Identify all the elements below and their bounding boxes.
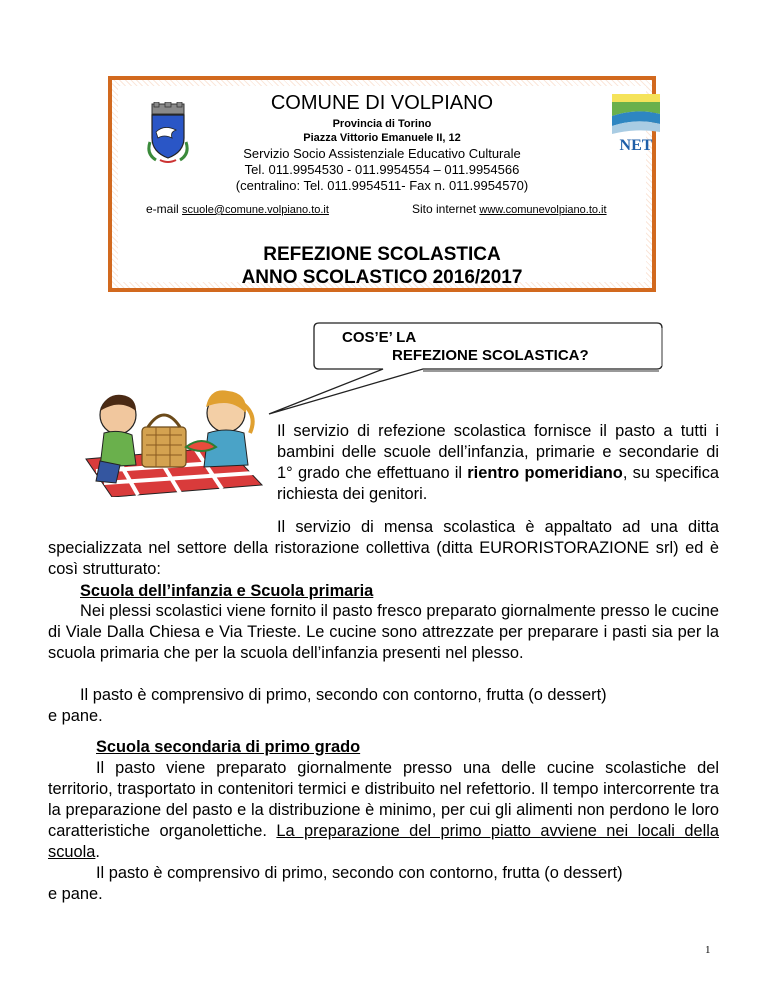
intro-bold: rientro pomeridiano: [467, 464, 623, 482]
site-line: [412, 202, 607, 216]
net-logo-icon: [612, 94, 660, 156]
address-label: Piazza Vittorio Emanuele II, 12: [303, 132, 461, 144]
section-secondaria-end: .: [95, 843, 100, 861]
email-link[interactable]: scuole@comune.volpiano.to.it: [182, 204, 329, 216]
phone-label: Tel. 011.9954530 - 011.9954554 – 011.9954566: [244, 162, 520, 177]
bubble-line-2: REFEZIONE SCOLASTICA?: [392, 347, 589, 364]
bubble-line-1: COS’E’ LA: [342, 329, 417, 346]
section-secondaria-paragraph: [48, 758, 719, 863]
section-secondaria-underlined: La preparazione del primo piatto avviene nei locali della scuola: [48, 822, 719, 861]
section-infanzia-heading: Scuola dell’infanzia e Scuola primaria: [80, 582, 374, 600]
section-infanzia-meal-line1: Il pasto è comprensivo di primo, secondo con contorno, frutta (o dessert): [80, 686, 607, 704]
header-inner: [118, 86, 653, 288]
site-link[interactable]: www.comunevolpiano.to.it: [479, 204, 607, 216]
document-title: REFEZIONE SCOLASTICA: [263, 244, 501, 265]
header-box: [108, 76, 656, 292]
page-number: 1: [705, 944, 711, 956]
service-label: Servizio Socio Assistenziale Educativo Culturale: [243, 146, 521, 161]
intro-text-before: Il servizio di refezione scolastica fornisce il pasto a tutti i bambini delle scuole dell’infanzia, primarie e secondarie di 1° grado che effettuano il: [277, 422, 719, 482]
section-secondaria-heading: Scuola secondaria di primo grado: [96, 738, 361, 756]
net-logo-text: NET: [619, 137, 653, 154]
email-label: e-mail: [146, 202, 183, 216]
mensa-paragraph: Il servizio di mensa scolastica è appaltato ad una ditta specializzata nel settore della ristorazione collettiva (ditta EURORISTORAZIONE srl) ed è così strutturato:: [48, 518, 719, 578]
kids-picnic-illustration: [76, 381, 266, 497]
section-secondaria-text: Il pasto viene preparato giornalmente presso una delle cucine scolastiche del territorio, trasportato in contenitori termici e distribuito nel refettorio. Il tempo intercorrente tra la preparazione del pasto e la distribuzione è minimo, per cui gli alimenti non perdono le loro caratteristiche organolettiche.: [48, 759, 719, 840]
document-year: ANNO SCOLASTICO 2016/2017: [241, 267, 523, 288]
intro-text-after: , su specifica richiesta dei genitori.: [277, 464, 720, 503]
section-secondaria-meal-line2: e pane.: [48, 885, 103, 903]
section-infanzia-meal-line2: e pane.: [48, 707, 103, 725]
site-label: Sito internet: [412, 202, 480, 216]
email-line: [146, 202, 329, 216]
section-secondaria-meal-line1: Il pasto è comprensivo di primo, secondo con contorno, frutta (o dessert): [96, 864, 623, 882]
section-infanzia-paragraph: Nei plessi scolastici viene fornito il pasto fresco preparato giornalmente presso le cucine di Viale Dalla Chiesa e Via Trieste. Le cucine sono attrezzate per preparare i pasti sia per la scuola primaria che per la scuola dell’infanzia presenti nel plesso.: [48, 602, 719, 662]
province-label: Provincia di Torino: [332, 118, 432, 130]
municipality-title: COMUNE DI VOLPIANO: [270, 92, 494, 114]
intro-paragraph: [277, 421, 719, 505]
switchboard-label: (centralino: Tel. 011.9954511- Fax n. 011.9954570): [235, 178, 529, 193]
